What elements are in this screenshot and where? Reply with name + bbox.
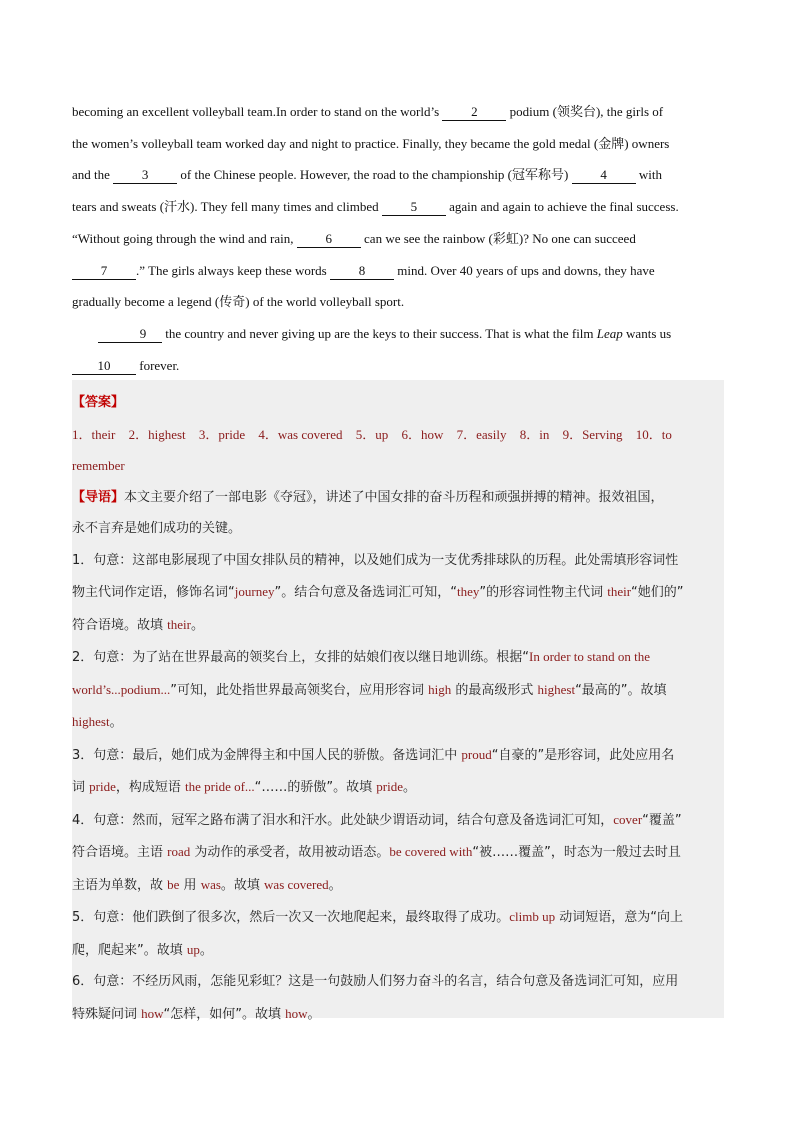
passage-line: 9 the country and never giving up are the keys to their success. That is what the film Leap wants us — [72, 318, 724, 350]
answer-item: 4．was covered — [258, 426, 343, 442]
answer-list — [72, 419, 724, 451]
blank-7[interactable]: 7 — [72, 263, 136, 280]
blank-5[interactable]: 5 — [382, 199, 446, 216]
passage-line: and the 3 of the Chinese people. However, the road to the championship (冠军称号) 4 with — [72, 167, 662, 183]
answer-item: 7．easily — [456, 426, 507, 442]
explanation-line: 5．句意：他们跌倒了很多次，然后一次又一次地爬起来，最终取得了成功。climb up 动词短语，意为“向上 — [72, 909, 684, 925]
explanation-line: 爬，爬起来”。故填 up。 — [72, 941, 213, 958]
passage — [72, 96, 724, 381]
explanation-line: 词 pride，构成短语 the pride of...“……的骄傲”。故填 pride。 — [72, 779, 417, 795]
blank-4[interactable]: 4 — [572, 167, 636, 184]
blank-3[interactable]: 3 — [113, 167, 177, 184]
blank-9[interactable]: 9 — [98, 326, 162, 343]
answer-item: 9．Serving — [562, 426, 623, 442]
answer-item: 3．pride — [198, 426, 246, 442]
blank-10[interactable]: 10 — [72, 358, 136, 375]
passage-line: becoming an excellent volleyball team.In order to stand on the world’s 2 podium (领奖台), the girls of — [72, 104, 664, 119]
blank-6[interactable]: 6 — [297, 231, 361, 248]
explanation-line: 特殊疑问词 how“怎样，如何”。故填 how。 — [72, 1005, 321, 1022]
answer-heading: 【答案】 — [72, 395, 125, 410]
explanation-line: 6．句意：不经历风雨，怎能见彩虹？这是一句鼓励人们努力奋斗的名言，结合句意及备选词汇可知，应用 — [72, 974, 679, 989]
blank-8[interactable]: 8 — [330, 263, 394, 280]
explanation-line: 符合语境。故填 their。 — [72, 616, 204, 633]
answer-item: 10．to — [635, 426, 672, 442]
answer-wrap: remember — [72, 458, 125, 473]
answer-item: 6．how — [401, 426, 444, 442]
answer-item: 1．their — [72, 426, 116, 442]
passage-line: gradually become a legend (传奇) of the world volleyball sport. — [72, 294, 405, 310]
passage-line: “Without going through the wind and rain, 6 can we see the rainbow (彩虹)? No one can succeed — [72, 230, 636, 246]
explanation-line: world’s...podium...”可知，此处指世界最高领奖台，应用形容词 high 的最高级形式 highest“最高的”。故填 — [72, 681, 667, 698]
answer-item: 5．up — [355, 426, 389, 442]
guide-line: 【导语】本文主要介绍了一部电影《夺冠》，讲述了中国女排的奋斗历程和顽强拼搏的精神。报效祖国， — [72, 489, 664, 505]
guide-line: 永不言弃是她们成功的关键。 — [72, 521, 242, 536]
answer-item: 8．in — [519, 426, 550, 442]
blank-2[interactable]: 2 — [442, 104, 506, 121]
explanation-line: 2．句意：为了站在世界最高的领奖台上，女排的姑娘们夜以继日地训练。根据“In order to stand on the — [72, 649, 650, 665]
passage-line: 7 .” The girls always keep these words 8 mind. Over 40 years of ups and downs, they have — [72, 255, 724, 287]
explanation-line: 物主代词作定语，修饰名词“journey”。结合句意及备选词汇可知，“they”的形容词性物主代词 their“她们的” — [72, 584, 684, 600]
explanation-line: 4．句意：然而，冠军之路布满了泪水和汗水。此处缺少谓语动词，结合句意及备选词汇可知，cover“覆盖” — [72, 811, 682, 828]
passage-line: the women’s volleyball team worked day and night to practice. Finally, they became the gold medal (金牌) owners — [72, 135, 670, 151]
explanation-line: 3．句意：最后，她们成为金牌得主和中国人民的骄傲。备选词汇中 proud“自豪的”是形容词，此处应用名 — [72, 746, 675, 763]
film-title: Leap — [596, 325, 623, 341]
answer-item: 2．highest — [128, 426, 186, 442]
passage-line: 10 forever. — [72, 350, 724, 382]
explanation-line: 符合语境。主语 road 为动作的承受者，故用被动语态。be covered with“被……覆盖”，时态为一般过去时且 — [72, 844, 681, 860]
passage-line: tears and sweats (汗水). They fell many times and climbed 5 again and again to achieve the final success. — [72, 199, 679, 215]
answer-section — [72, 380, 724, 1022]
explanation-line: highest。 — [72, 714, 123, 730]
explanation-line: 1．句意：这部电影展现了中国女排队员的精神，以及她们成为一支优秀排球队的历程。此处需填形容词性 — [72, 552, 679, 568]
explanation-line: 主语为单数，故 be 用 was。故填 was covered。 — [72, 876, 342, 893]
